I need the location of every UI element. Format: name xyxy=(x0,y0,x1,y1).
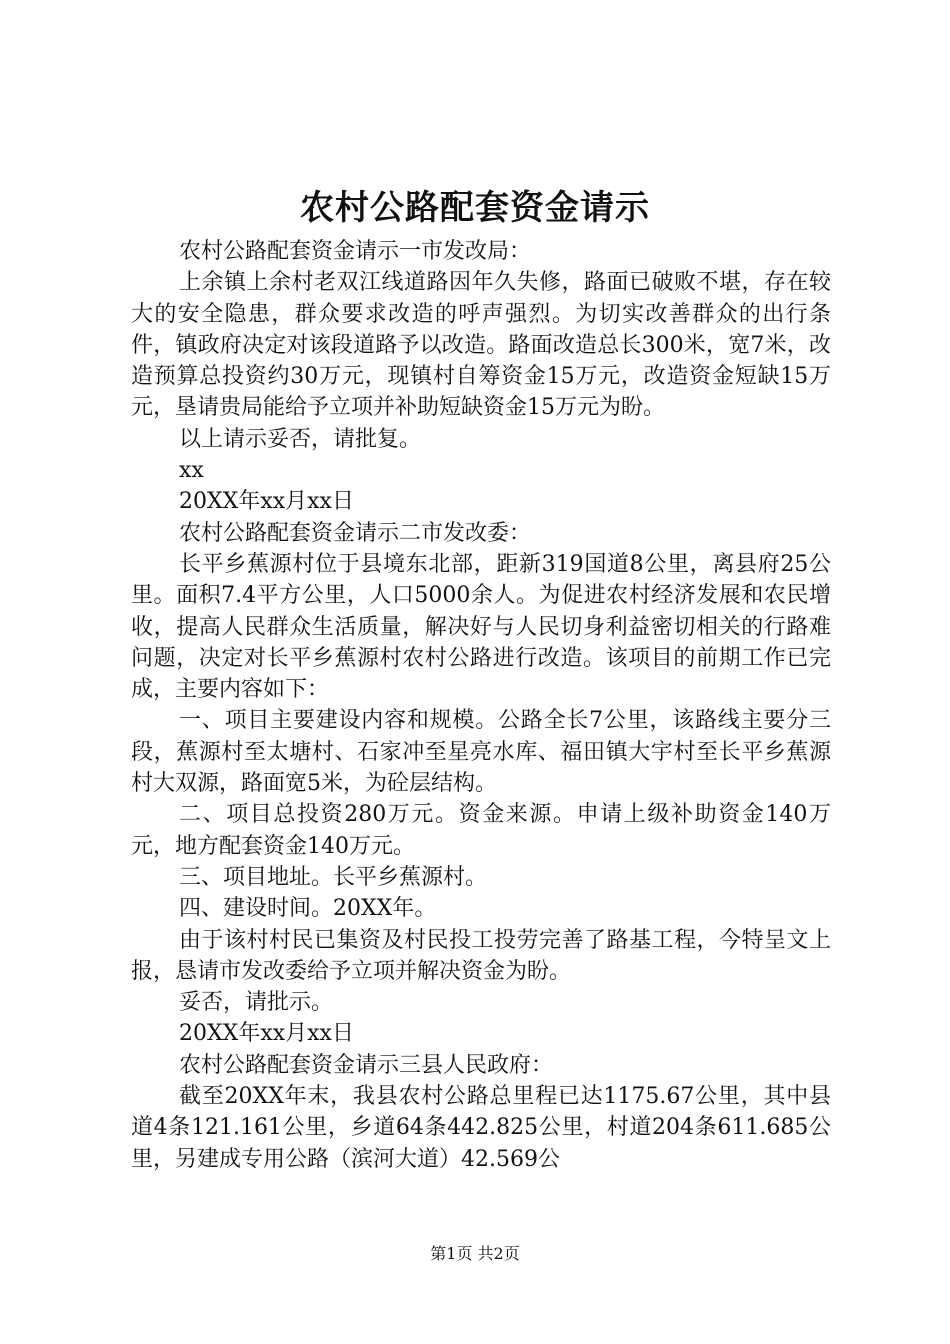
paragraph-date-1: 20XX年xx月xx日 xyxy=(179,489,354,515)
paragraph-request-1: 以上请示妥否，请批复。 xyxy=(179,426,422,452)
paragraph-addressee-1: 农村公路配套资金请示一市发改局： xyxy=(179,239,532,264)
paragraph-item-4: 四、建设时间。20XX年。 xyxy=(179,896,437,922)
paragraph-item-2: 二、项目总投资280万元。资金来源。申请上级补助资金140万元，地方配套资金140万元。 xyxy=(131,802,831,859)
paragraph-body-1: 上余镇上余村老双江线道路因年久失修，路面已破败不堪，存在较大的安全隐患，群众要求改造的呼声强烈。为切实改善群众的出行条件，镇政府决定对该段道路予以改造。路面改造总长300米，宽7米，改造预算总投资约30万元，现镇村自筹资金15万元，改造资金短缺15万元，垦请贵局能给予立项并补助短缺资金15万元为盼。 xyxy=(131,270,831,421)
paragraph-body-2: 长平乡蕉源村位于县境东北部，距新319国道8公里，离县府25公里。面积7.4平方公里，人口5000余人。为促进农村经济发展和农民增收，提高人民群众生活质量，解决好与人民切身利益密切相关的行路难问题，决定对长平乡蕉源村农村公路进行改造。该项目的前期工作已完成，主要内容如下： xyxy=(131,551,831,703)
paragraph-item-1: 一、项目主要建设内容和规模。公路全长7公里，该路线主要分三段，蕉源村至太塘村、石家冲至星亮水库、福田镇大宇村至长平乡蕉源村大双源，路面宽5米，为砼层结构。 xyxy=(131,708,831,797)
paragraph-addressee-3: 农村公路配套资金请示三县人民政府： xyxy=(179,1052,554,1078)
document-title: 农村公路配套资金请示 xyxy=(300,188,650,228)
paragraph-request-2: 妥否，请批示。 xyxy=(179,990,334,1016)
paragraph-body-2-closing: 由于该村村民已集资及村民投工投劳完善了路基工程，今特呈文上报，恳请市发改委给予立项并解决资金为盼。 xyxy=(131,927,831,984)
document-body xyxy=(131,236,831,1175)
paragraph-item-3: 三、项目地址。长平乡蕉源村。 xyxy=(179,864,488,890)
paragraph-body-3: 截至20XX年末，我县农村公路总里程已达1175.67公里，其中县道4条121.161公里，乡道64条442.825公里，村道204条611.685公里，另建成专用公路（滨河大道）42.569公 xyxy=(131,1084,831,1172)
paragraph-date-2: 20XX年xx月xx日 xyxy=(179,1021,354,1047)
page-footer: 第1页 共2页 xyxy=(430,1244,520,1263)
paragraph-signature-1: xx xyxy=(179,458,204,484)
paragraph-addressee-2: 农村公路配套资金请示二市发改委： xyxy=(179,520,532,546)
